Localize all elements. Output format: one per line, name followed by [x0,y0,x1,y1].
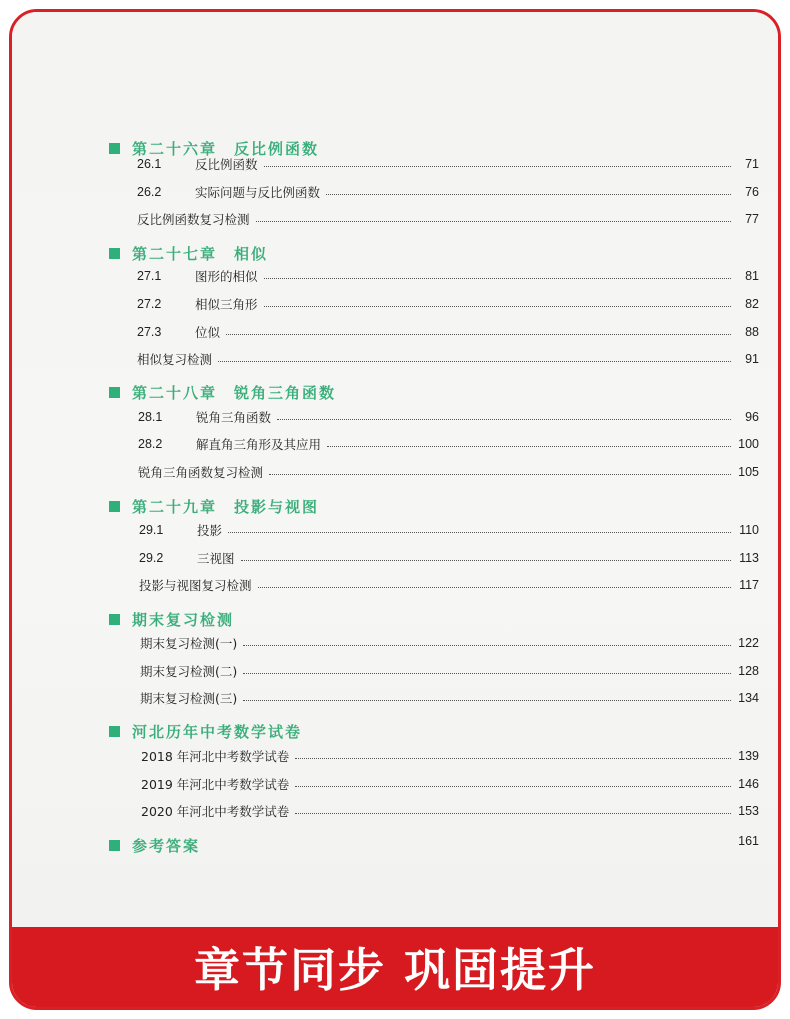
entry-title: 实际问题与反比例函数 [195,185,321,200]
section-heading [109,609,234,629]
leader-dots [295,812,731,814]
entry-title: 相似三角形 [195,297,258,312]
section-heading [109,243,268,263]
entry-title: 位似 [195,325,221,340]
toc-entry[interactable] [139,549,759,567]
toc-entry[interactable] [137,155,759,173]
section-heading [109,382,336,402]
leader-dots [241,559,731,561]
entry-number: 27.3 [137,325,162,339]
toc-entry[interactable] [137,210,759,228]
entry-page: 100 [738,437,759,451]
entry-title: 2018 年河北中考数学试卷 [141,749,290,764]
toc-entry[interactable] [141,802,759,820]
toc-entry[interactable] [138,408,759,426]
entry-title: 期末复习检测(三) [140,691,238,706]
entry-title: 相似复习检测 [137,352,213,367]
leader-dots [277,418,731,420]
entry-page: 134 [738,691,759,705]
entry-number: 27.1 [137,269,162,283]
leader-dots [218,360,731,362]
entry-title: 锐角三角函数 [196,410,272,425]
entry-title: 2019 年河北中考数学试卷 [141,777,290,792]
entry-page: 105 [738,465,759,479]
section-title: 第二十七章 相似 [132,244,269,263]
leader-dots [295,757,731,759]
entry-page: 96 [745,410,759,424]
green-square-icon [109,143,120,154]
green-square-icon [109,387,120,398]
entry-number: 27.2 [137,297,162,311]
toc-entry[interactable] [137,267,759,285]
toc-entry[interactable] [140,662,759,680]
leader-dots [326,193,731,195]
entry-title: 锐角三角函数复习检测 [138,465,264,480]
section-heading [109,721,302,741]
entry-page: 146 [738,777,759,791]
entry-title: 反比例函数复习检测 [137,212,250,227]
toc-entry[interactable] [138,463,759,481]
answers-page-entry[interactable] [712,832,759,850]
leader-dots [228,531,731,533]
green-square-icon [109,614,120,625]
leader-dots [243,699,731,701]
toc-entry[interactable] [137,350,759,368]
entry-page: 113 [739,551,759,565]
entry-number: 26.2 [137,185,162,199]
leader-dots [264,305,731,307]
green-square-icon [109,726,120,737]
leader-dots [269,473,731,475]
entry-title: 解直角三角形及其应用 [196,437,322,452]
entry-number: 29.1 [139,523,164,537]
entry-page: 110 [739,523,759,537]
leader-dots [226,333,731,335]
leader-dots [243,672,731,674]
toc-entry[interactable] [141,747,759,765]
toc-entry[interactable] [140,689,759,707]
toc-entry[interactable] [139,521,759,539]
entry-page: 71 [745,157,759,171]
toc-entry[interactable] [141,775,759,793]
banner-text: 章节同步 巩固提升 [193,943,596,997]
entry-number: 28.1 [138,410,163,424]
section-title: 参考答案 [132,836,201,855]
entry-page: 91 [745,352,759,366]
entry-title: 投影 [197,523,223,538]
entry-page: 117 [739,578,759,592]
leader-dots [243,644,731,646]
leader-dots [256,220,731,222]
green-square-icon [109,840,120,851]
entry-title: 投影与视图复习检测 [139,578,252,593]
section-heading [109,496,319,516]
entry-page: 81 [745,269,759,283]
page-frame [9,9,781,1010]
section-title: 期末复习检测 [132,610,235,629]
entry-page: 122 [738,636,759,650]
entry-page: 161 [738,834,759,848]
leader-dots [327,445,731,447]
green-square-icon [109,501,120,512]
entry-title: 期末复习检测(二) [140,664,238,679]
leader-dots [264,165,731,167]
entry-number: 29.2 [139,551,164,565]
section-heading [109,835,200,855]
leader-dots [295,785,731,787]
entry-page: 128 [738,664,759,678]
promo-banner [12,927,778,1007]
section-title: 河北历年中考数学试卷 [132,722,303,741]
entry-page: 139 [738,749,759,763]
section-title: 第二十六章 反比例函数 [132,139,320,158]
entry-title: 2020 年河北中考数学试卷 [141,804,290,819]
section-title: 第二十八章 锐角三角函数 [132,383,337,402]
toc-entry[interactable] [137,183,759,201]
entry-page: 153 [738,804,759,818]
toc-entry[interactable] [140,634,759,652]
entry-page: 88 [745,325,759,339]
entry-page: 76 [745,185,759,199]
entry-number: 26.1 [137,157,162,171]
leader-dots [258,586,731,588]
toc-entry[interactable] [137,323,759,341]
entry-title: 三视图 [197,551,235,566]
leader-dots [264,277,731,279]
toc-entry[interactable] [137,295,759,313]
entry-title: 反比例函数 [195,157,258,172]
entry-title: 图形的相似 [195,269,258,284]
section-title: 第二十九章 投影与视图 [132,497,320,516]
toc-entry[interactable] [139,576,759,594]
toc-page [12,12,778,930]
entry-page: 82 [745,297,759,311]
green-square-icon [109,248,120,259]
toc-entry[interactable] [138,435,759,453]
entry-number: 28.2 [138,437,163,451]
entry-title: 期末复习检测(一) [140,636,238,651]
entry-page: 77 [745,212,759,226]
